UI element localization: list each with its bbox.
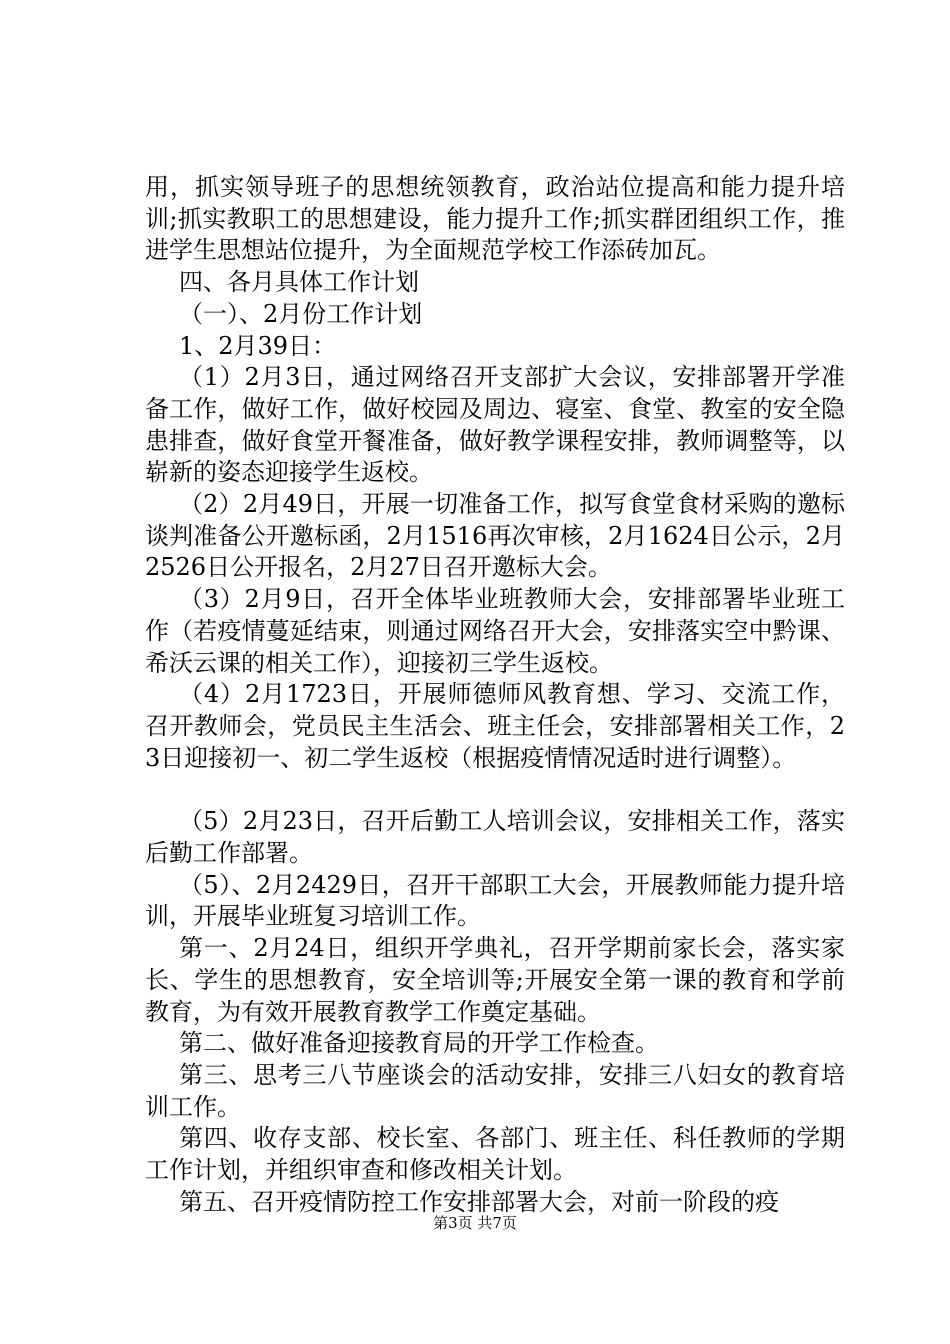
section-heading-monthly-plan: 四、各月具体工作计划 — [179, 268, 419, 297]
paragraph-item-3: （3）2月9日，召开全体毕业班教师大会，安排部署毕业班工作（若疫情蔓延结束，则通过网络召开大会，安排落实空中黔课、希沃云课的相关工作），迎接初三学生返校。 — [145, 585, 845, 677]
item-heading-feb-3-9: 1、2月39日： — [179, 331, 337, 360]
paragraph-second: 第二、做好准备迎接教育局的开学工作检查。 — [179, 1029, 659, 1058]
paragraph-first: 第一、2月24日，组织开学典礼，召开学期前家长会，落实家长、学生的思想教育，安全培训等;开展安全第一课的教育和学前教育，为有效开展教育教学工作奠定基础。 — [145, 934, 845, 1026]
paragraph-item-5b: （5）、2月2429日，召开干部职工大会，开展教师能力提升培训，开展毕业班复习培训工作。 — [145, 870, 845, 931]
paragraph-fifth: 第五、召开疫情防控工作安排部署大会，对前一阶段的疫 — [179, 1187, 779, 1216]
paragraph-gap — [145, 774, 845, 806]
page-number-footer: 第3页 共7页 — [433, 1214, 517, 1232]
document-body — [145, 172, 845, 1219]
subsection-heading-february: （一）、2月份工作计划 — [179, 299, 423, 328]
paragraph-fourth: 第四、收存支部、校长室、各部门、班主任、科任教师的学期工作计划，并组织审查和修改相关计划。 — [145, 1124, 845, 1185]
paragraph-item-5: （5）2月23日，召开后勤工人培训会议，安排相关工作，落实后勤工作部署。 — [145, 807, 845, 868]
paragraph-item-2: （2）2月49日，开展一切准备工作，拟写食堂食材采购的邀标谈判准备公开邀标函，2月1516再次审核，2月1624日公示，2月2526日公开报名，2月27日召开邀标大会。 — [145, 490, 845, 582]
paragraph-continuation: 用，抓实领导班子的思想统领教育，政治站位提高和能力提升培训;抓实教职工的思想建设，能力提升工作;抓实群团组织工作，推进学生思想站位提升，为全面规范学校工作添砖加瓦。 — [145, 173, 845, 265]
paragraph-item-1: （1）2月3日，通过网络召开支部扩大会议，安排部署开学准备工作，做好工作，做好校园及周边、寝室、食堂、教室的安全隐患排查，做好食堂开餐准备，做好教学课程安排，教师调整等，以崭新的姿态迎接学生返校。 — [145, 363, 845, 487]
paragraph-item-4: （4）2月1723日，开展师德师风教育想、学习、交流工作，召开教师会，党员民主生活会、班主任会，安排部署相关工作，23日迎接初一、初二学生返校（根据疫情情况适时进行调整）。 — [145, 680, 845, 772]
paragraph-third: 第三、思考三八节座谈会的活动安排，安排三八妇女的教育培训工作。 — [145, 1060, 845, 1121]
